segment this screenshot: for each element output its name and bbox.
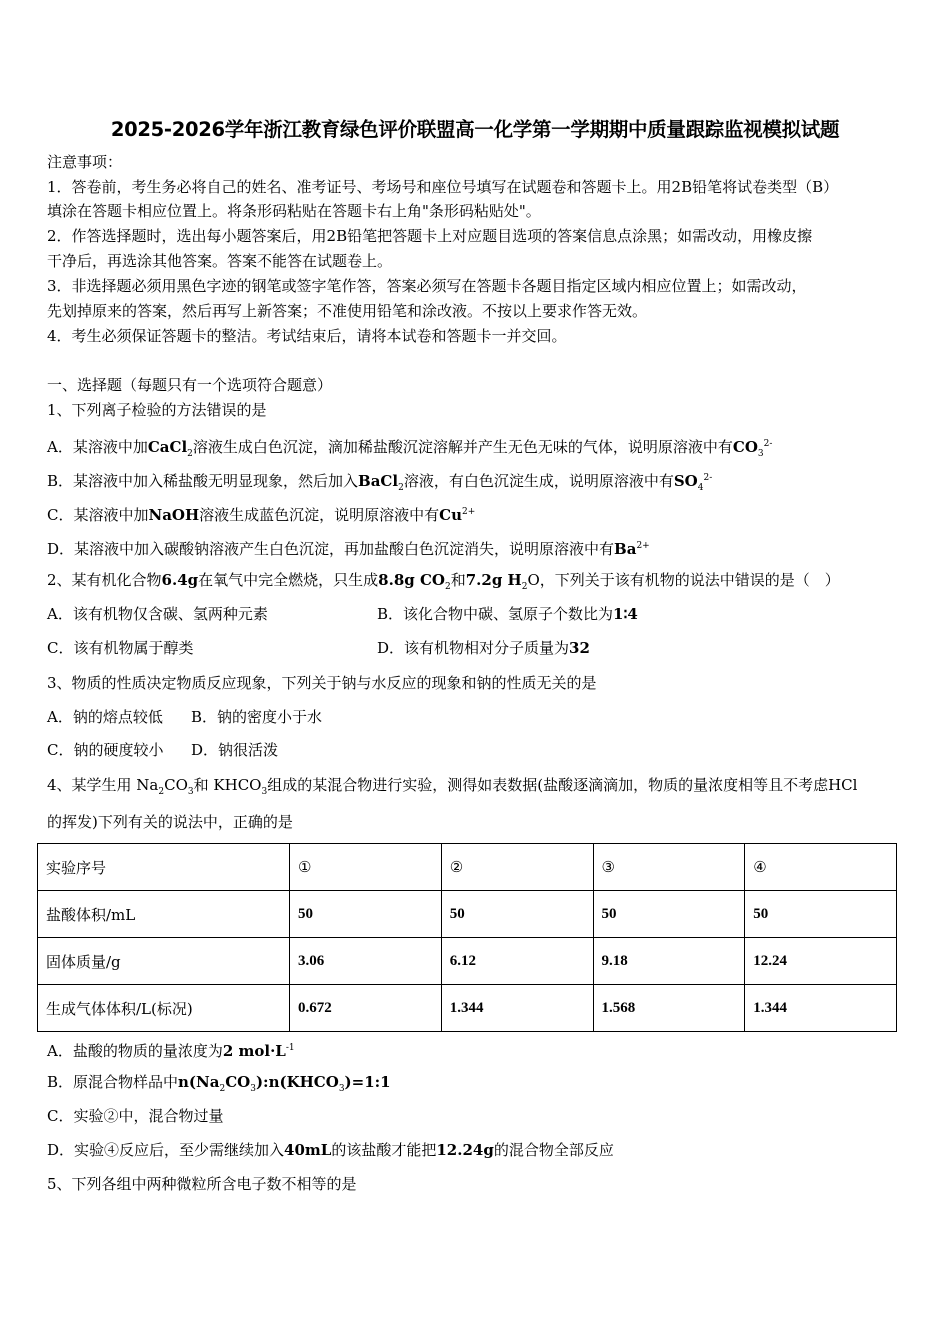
q4-option-b: B．原混合物样品中$n(Na_2CO_3):n(KHCO_3)=1:1$ (47, 1073, 391, 1094)
section-heading: 一、选择题（每题只有一个选项符合题意） (47, 376, 333, 394)
table-cell: ② (441, 844, 593, 891)
notice-line: 4．考生必须保证答题卡的整洁。考试结束后，请将本试卷和答题卡一并交回。 (47, 327, 567, 345)
q4-option-a: A．盐酸的物质的量浓度为2 $mol\cdot L^{-1}$ (47, 1042, 295, 1060)
table-row (38, 891, 897, 938)
table-cell: 3.06 (290, 938, 442, 985)
notice-line: 先划掉原来的答案，然后再写上新答案；不准使用铅笔和涂改液。不按以上要求作答无效。 (47, 302, 648, 320)
question-3-stem: 3、物质的性质决定物质反应现象，下列关于钠与水反应的现象和钠的性质无关的是 (47, 674, 597, 692)
notice-line: 3．非选择题必须用黑色字迹的钢笔或签字笔作答，答案必须写在答题卡各题目指定区域内相应位置上；如需改动， (47, 277, 807, 295)
q2-option-d: D．该有机物相对分子质量为32 (377, 639, 590, 657)
question-4-stem: 4、某学生用 $Na_2CO_3$和 $KHCO_3$组成的某混合物进行实验，测得如表数据(盐酸逐滴滴加，物质的量浓度相等且不考虑HCl (47, 776, 858, 797)
table-cell: 9.18 (593, 938, 745, 985)
q1-option-c: C．某溶液中加NaOH溶液生成蓝色沉淀，说明原溶液中有$Cu^{2+}$ (47, 506, 476, 524)
table-cell: 1.344 (745, 985, 897, 1032)
table-cell: 实验序号 (38, 844, 290, 891)
notice-heading: 注意事项： (47, 153, 123, 171)
question-5-stem: 5、下列各组中两种微粒所含电子数不相等的是 (47, 1175, 357, 1193)
table-cell: 50 (745, 891, 897, 938)
table-cell: 固体质量/g (38, 938, 290, 985)
table-row (38, 985, 897, 1032)
q4-option-c: C．实验②中，混合物过量 (47, 1107, 224, 1125)
q1-option-b: B．某溶液中加入稀盐酸无明显现象，然后加入BaCl$_2$溶液，有白色沉淀生成，说明原溶液中有$SO_4^{2-}$ (47, 472, 713, 493)
table-cell: 0.672 (290, 985, 442, 1032)
q2-option-b: B．该化合物中碳、氢原子个数比为1∶4 (377, 605, 638, 623)
table-cell: 12.24 (745, 938, 897, 985)
q2-option-a: A．该有机物仅含碳、氢两种元素 (47, 605, 268, 623)
q3-option-a: A．钠的熔点较低 (47, 708, 163, 726)
q3-option-d: D．钠很活泼 (191, 741, 279, 759)
notice-line: 干净后，再选涂其他答案。答案不能答在试题卷上。 (47, 252, 393, 270)
q1-option-d: D．某溶液中加入碳酸钠溶液产生白色沉淀，再加盐酸白色沉淀消失，说明原溶液中有$Ba^{2+}$ (47, 540, 650, 558)
q3-option-b: B．钠的密度小于水 (191, 708, 323, 726)
notice-line: 填涂在答题卡相应位置上。将条形码粘贴在答题卡右上角"条形码粘贴处"。 (47, 202, 541, 220)
question-4-stem-cont: 的挥发)下列有关的说法中，正确的是 (47, 813, 293, 831)
table-cell: ① (290, 844, 442, 891)
table-cell: 盐酸体积/mL (38, 891, 290, 938)
q1-option-a: A．某溶液中加CaCl$_2$溶液生成白色沉淀，滴加稀盐酸沉淀溶解并产生无色无味的气体，说明原溶液中有$CO_3^{2-}$ (47, 438, 773, 459)
table-cell: 6.12 (441, 938, 593, 985)
question-2-stem: 2、某有机化合物6.4g在氧气中完全燃烧，只生成8.8g $CO_2$和7.2g $H_2O$，下列关于该有机物的说法中错误的是（ ） (47, 571, 840, 592)
data-table (37, 843, 897, 1032)
page-title: 2025-2026学年浙江教育绿色评价联盟高一化学第一学期期中质量跟踪监视模拟试题 (110, 118, 840, 141)
q2-option-c: C．该有机物属于醇类 (47, 639, 194, 657)
table-cell: ④ (745, 844, 897, 891)
notice-line: 2．作答选择题时，选出每小题答案后，用2B铅笔把答题卡上对应题目选项的答案信息点涂黑；如需改动，用橡皮擦 (47, 227, 813, 245)
question-1-stem: 1、下列离子检验的方法错误的是 (47, 401, 267, 419)
q3-option-c: C．钠的硬度较小 (47, 741, 164, 759)
table-cell: 生成气体体积/L(标况) (38, 985, 290, 1032)
table-cell: 1.568 (593, 985, 745, 1032)
table-cell: 50 (441, 891, 593, 938)
table-cell: 50 (593, 891, 745, 938)
table-row (38, 938, 897, 985)
table-row (38, 844, 897, 891)
table-cell: 50 (290, 891, 442, 938)
q4-option-d: D．实验④反应后，至少需继续加入40mL的该盐酸才能把12.24g的混合物全部反应 (47, 1141, 614, 1159)
table-cell: ③ (593, 844, 745, 891)
table-cell: 1.344 (441, 985, 593, 1032)
notice-line: 1．答卷前，考生务必将自己的姓名、准考证号、考场号和座位号填写在试题卷和答题卡上。用2B铅笔将试卷类型（B） (47, 178, 839, 196)
